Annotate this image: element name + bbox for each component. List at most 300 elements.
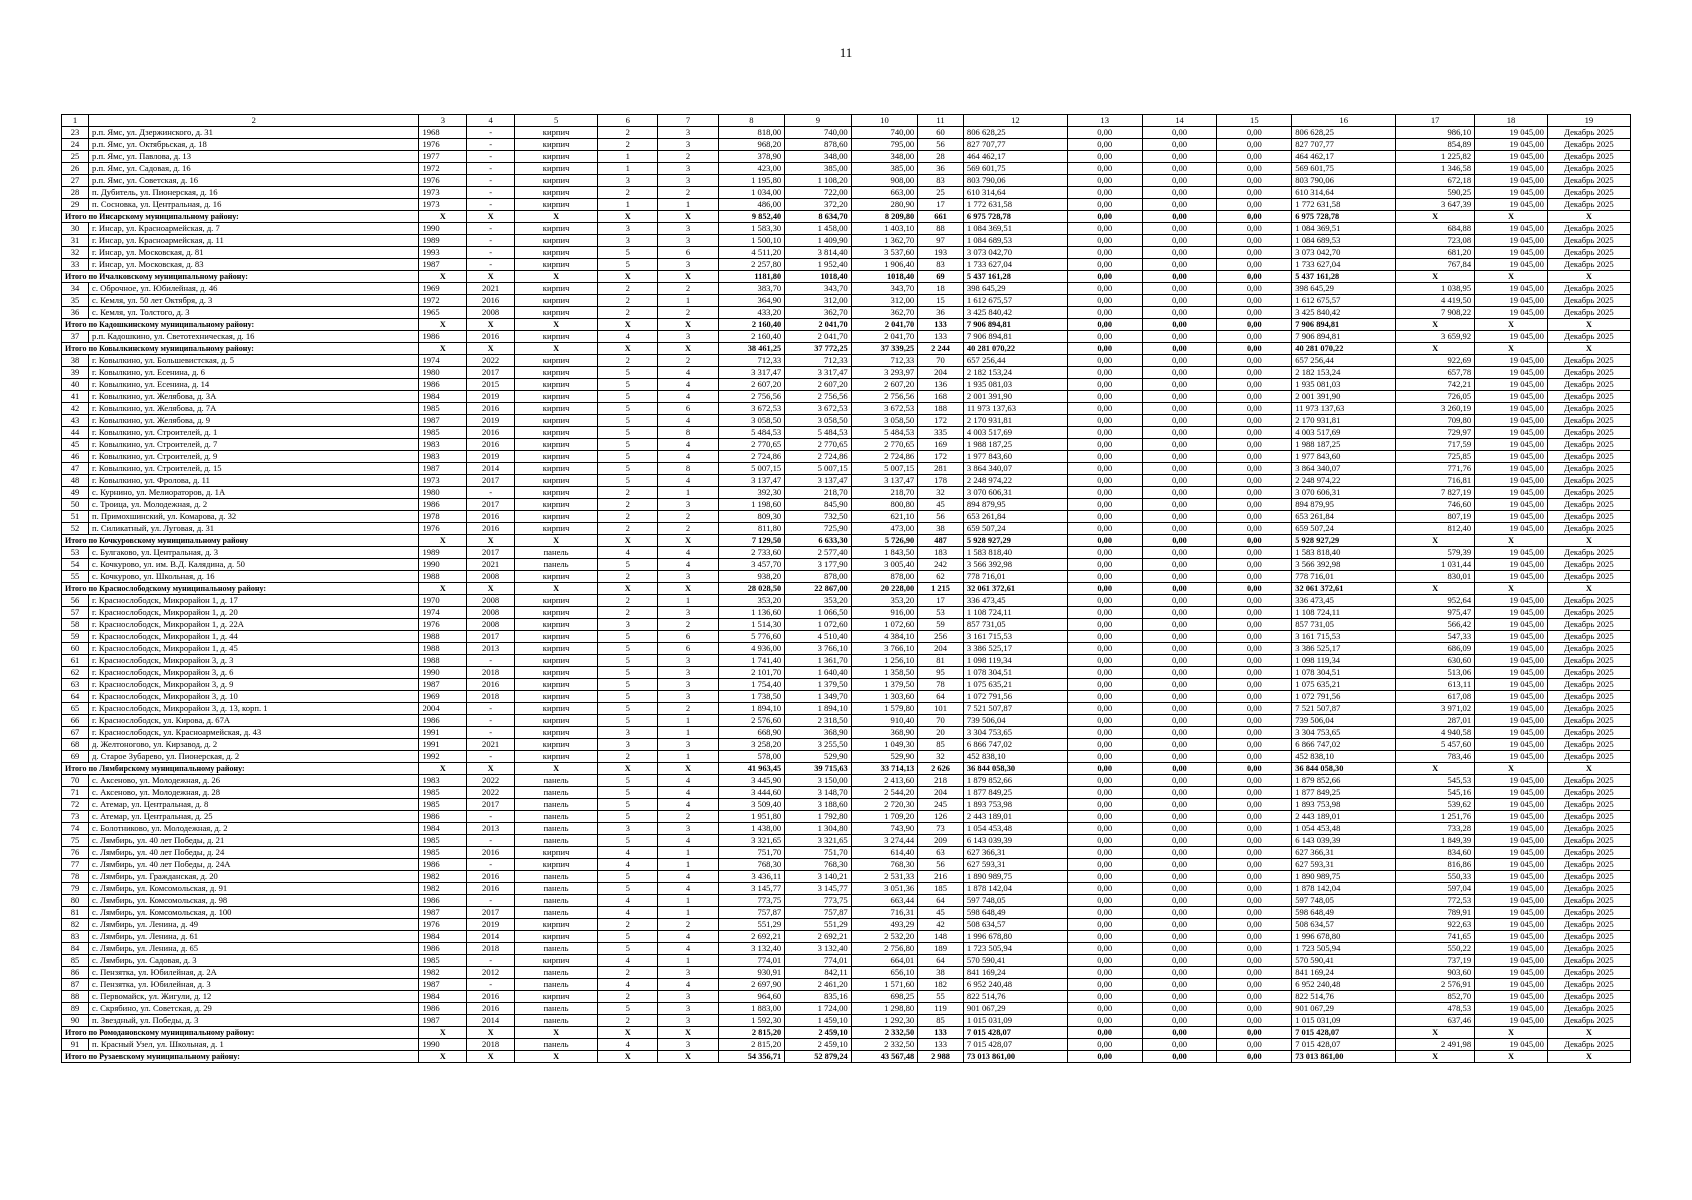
table-cell: Декабрь 2025 xyxy=(1547,871,1630,883)
table-cell: 1 031,44 xyxy=(1396,559,1475,571)
total-cell: X xyxy=(1475,535,1548,547)
total-cell: X xyxy=(467,583,515,595)
table-cell: 3 xyxy=(598,223,658,235)
table-cell: 1987 xyxy=(419,415,467,427)
table-cell: 1986 xyxy=(419,1003,467,1015)
address-cell: г. Краснослободск, ул. Кирова, д. 67А xyxy=(89,715,419,727)
table-cell: 19 045,00 xyxy=(1475,739,1548,751)
table-cell: 3 058,50 xyxy=(718,415,785,427)
table-cell: панель xyxy=(515,811,598,823)
table-cell: 627 366,31 xyxy=(963,847,1067,859)
table-cell: 783,46 xyxy=(1396,751,1475,763)
table-cell: 0,00 xyxy=(1142,931,1217,943)
table-cell: 19 045,00 xyxy=(1475,811,1548,823)
address-cell: р.п. Ямс, ул. Октябрьская, д. 18 xyxy=(89,139,419,151)
table-cell: 478,53 xyxy=(1396,1003,1475,1015)
address-cell: с. Лямбирь, ул. 40 лет Победы, д. 21 xyxy=(89,835,419,847)
table-cell: Декабрь 2025 xyxy=(1547,235,1630,247)
table-cell: 53 xyxy=(918,607,964,619)
table-cell: 2 815,20 xyxy=(718,1039,785,1051)
table-cell: 4 xyxy=(658,451,718,463)
address-cell: г. Инсар, ул. Красноармейская, д. 7 xyxy=(89,223,419,235)
table-cell: 1 xyxy=(658,595,718,607)
total-cell: 0,00 xyxy=(1142,211,1217,223)
table-cell: 148 xyxy=(918,931,964,943)
table-cell: 5 484,53 xyxy=(785,427,852,439)
table-cell: 218,70 xyxy=(851,487,918,499)
table-cell: 1 034,00 xyxy=(718,187,785,199)
table-cell: Декабрь 2025 xyxy=(1547,1039,1630,1051)
table-cell: 336 473,45 xyxy=(1292,595,1396,607)
table-cell: - xyxy=(467,751,515,763)
table-cell: Декабрь 2025 xyxy=(1547,331,1630,343)
table-cell: 774,01 xyxy=(785,955,852,967)
table-cell: 2016 xyxy=(467,511,515,523)
table-cell: 878,00 xyxy=(785,571,852,583)
table-cell: 1 890 989,75 xyxy=(963,871,1067,883)
table-cell: кирпич xyxy=(515,151,598,163)
table-cell: 80 xyxy=(62,895,89,907)
table-cell: 62 xyxy=(918,571,964,583)
table-cell: 19 045,00 xyxy=(1475,235,1548,247)
table-row xyxy=(62,955,1631,967)
table-cell: 664,01 xyxy=(851,955,918,967)
table-cell: - xyxy=(467,703,515,715)
table-cell: 2 xyxy=(598,991,658,1003)
table-cell: 0,00 xyxy=(1067,559,1142,571)
table-cell: 7 521 507,87 xyxy=(963,703,1067,715)
table-cell: 789,91 xyxy=(1396,907,1475,919)
table-cell: 2017 xyxy=(467,631,515,643)
table-cell: 0,00 xyxy=(1067,895,1142,907)
table-cell: - xyxy=(467,199,515,211)
total-cell: 1018,40 xyxy=(785,271,852,283)
table-cell: Декабрь 2025 xyxy=(1547,283,1630,295)
table-cell: 3 005,40 xyxy=(851,559,918,571)
table-cell: кирпич xyxy=(515,631,598,643)
address-cell: п. Красный Узел, ул. Школьная, д. 1 xyxy=(89,1039,419,1051)
total-label: Итого по Ичалковскому муниципальному району: xyxy=(62,271,419,283)
table-cell: 183 xyxy=(918,547,964,559)
address-cell: г. Инсар, ул. Московская, д. 83 xyxy=(89,259,419,271)
total-cell: 7 906 894,81 xyxy=(963,319,1067,331)
table-cell: 740,00 xyxy=(851,127,918,139)
table-cell: 0,00 xyxy=(1067,367,1142,379)
table-cell: 0,00 xyxy=(1067,655,1142,667)
table-cell: Декабрь 2025 xyxy=(1547,247,1630,259)
address-cell: г. Ковылкино, ул. Желябова, д. 3А xyxy=(89,391,419,403)
table-row xyxy=(62,931,1631,943)
table-cell: 0,00 xyxy=(1217,655,1292,667)
table-cell: 0,00 xyxy=(1067,691,1142,703)
table-cell: 570 590,41 xyxy=(963,955,1067,967)
table-cell: 19 045,00 xyxy=(1475,151,1548,163)
table-cell: кирпич xyxy=(515,667,598,679)
total-cell: 0,00 xyxy=(1142,1051,1217,1063)
table-cell: 1 038,95 xyxy=(1396,283,1475,295)
table-cell: 3 073 042,70 xyxy=(1292,247,1396,259)
table-cell: 1 583 818,40 xyxy=(963,547,1067,559)
table-cell: 812,40 xyxy=(1396,523,1475,535)
table-row xyxy=(62,811,1631,823)
table-cell: 774,01 xyxy=(718,955,785,967)
table-cell: 0,00 xyxy=(1067,187,1142,199)
table-cell: 6 xyxy=(658,631,718,643)
table-cell: 0,00 xyxy=(1142,631,1217,643)
total-cell: X xyxy=(1396,319,1475,331)
table-cell: 0,00 xyxy=(1142,307,1217,319)
table-cell: 45 xyxy=(918,499,964,511)
table-cell: 19 045,00 xyxy=(1475,727,1548,739)
table-cell: 5 xyxy=(598,643,658,655)
table-cell: 2 xyxy=(658,187,718,199)
table-cell: 3 xyxy=(658,967,718,979)
table-cell: 5 xyxy=(598,259,658,271)
table-cell: 55 xyxy=(918,991,964,1003)
table-cell: 63 xyxy=(918,847,964,859)
table-cell: 938,20 xyxy=(718,571,785,583)
total-cell: 1 215 xyxy=(918,583,964,595)
column-header: 19 xyxy=(1547,115,1630,127)
table-cell: 5 xyxy=(598,475,658,487)
table-body xyxy=(62,127,1631,1063)
table-cell: 2008 xyxy=(467,307,515,319)
column-header: 15 xyxy=(1217,115,1292,127)
table-cell: 1978 xyxy=(419,511,467,523)
table-row xyxy=(62,199,1631,211)
table-cell: кирпич xyxy=(515,403,598,415)
table-cell: 5 xyxy=(598,439,658,451)
table-cell: 0,00 xyxy=(1067,739,1142,751)
total-cell: 0,00 xyxy=(1217,535,1292,547)
table-cell: 5 xyxy=(598,691,658,703)
total-cell: X xyxy=(515,535,598,547)
total-cell: 0,00 xyxy=(1142,319,1217,331)
table-cell: кирпич xyxy=(515,379,598,391)
table-cell: 54 xyxy=(62,559,89,571)
table-cell: 64 xyxy=(918,691,964,703)
table-cell: 31 xyxy=(62,235,89,247)
table-cell: 579,39 xyxy=(1396,547,1475,559)
total-cell: 7 129,50 xyxy=(718,535,785,547)
table-cell: кирпич xyxy=(515,175,598,187)
total-cell: X xyxy=(467,535,515,547)
table-cell: 452 838,10 xyxy=(1292,751,1396,763)
table-cell: 1 988 187,25 xyxy=(963,439,1067,451)
total-cell: 9 852,40 xyxy=(718,211,785,223)
table-cell: 76 xyxy=(62,847,89,859)
table-cell: 5 xyxy=(598,775,658,787)
table-cell: 4 xyxy=(658,979,718,991)
table-cell: 0,00 xyxy=(1217,283,1292,295)
table-cell: 1989 xyxy=(419,547,467,559)
district-total-row xyxy=(62,763,1631,775)
table-cell: 0,00 xyxy=(1067,571,1142,583)
table-cell: кирпич xyxy=(515,139,598,151)
table-cell: 0,00 xyxy=(1067,931,1142,943)
table-cell: 353,20 xyxy=(718,595,785,607)
table-cell: 723,08 xyxy=(1396,235,1475,247)
address-cell: с. Лямбирь, ул. Ленина, д. 49 xyxy=(89,919,419,931)
table-cell: 1 843,50 xyxy=(851,547,918,559)
table-cell: 0,00 xyxy=(1142,715,1217,727)
table-cell: 2004 xyxy=(419,703,467,715)
table-row xyxy=(62,547,1631,559)
table-cell: 32 xyxy=(918,751,964,763)
table-cell: 746,60 xyxy=(1396,499,1475,511)
table-cell: 43 xyxy=(62,415,89,427)
table-cell: 2016 xyxy=(467,847,515,859)
table-cell: 3 672,53 xyxy=(785,403,852,415)
total-cell: 0,00 xyxy=(1217,583,1292,595)
table-cell: 204 xyxy=(918,787,964,799)
address-cell: р.п. Ямс, ул. Дзержинского, д. 31 xyxy=(89,127,419,139)
table-cell: 312,00 xyxy=(785,295,852,307)
table-cell: 353,20 xyxy=(851,595,918,607)
table-cell: 778 716,01 xyxy=(963,571,1067,583)
table-cell: 45 xyxy=(62,439,89,451)
table-cell: 2021 xyxy=(467,559,515,571)
table-cell: 62 xyxy=(62,667,89,679)
table-cell: 901 067,29 xyxy=(963,1003,1067,1015)
table-cell: 672,18 xyxy=(1396,175,1475,187)
column-header: 9 xyxy=(785,115,852,127)
table-cell: 67 xyxy=(62,727,89,739)
total-cell: X xyxy=(1547,1051,1630,1063)
table-cell: 0,00 xyxy=(1217,775,1292,787)
table-cell: 2014 xyxy=(467,463,515,475)
total-cell: 0,00 xyxy=(1067,583,1142,595)
table-cell: 3 xyxy=(598,727,658,739)
table-cell: 0,00 xyxy=(1067,139,1142,151)
total-cell: 36 844 058,30 xyxy=(963,763,1067,775)
table-cell: 19 045,00 xyxy=(1475,475,1548,487)
table-cell: 19 045,00 xyxy=(1475,247,1548,259)
table-cell: 4 xyxy=(598,979,658,991)
table-cell: 4 xyxy=(658,943,718,955)
table-cell: 1 xyxy=(658,295,718,307)
table-cell: Декабрь 2025 xyxy=(1547,811,1630,823)
table-cell: 60 xyxy=(918,127,964,139)
table-cell: 1 304,80 xyxy=(785,823,852,835)
table-cell: 3 971,02 xyxy=(1396,703,1475,715)
column-header: 10 xyxy=(851,115,918,127)
table-cell: 2 692,21 xyxy=(718,931,785,943)
table-cell: 19 045,00 xyxy=(1475,187,1548,199)
total-cell: 1181,80 xyxy=(718,271,785,283)
table-cell: 473,00 xyxy=(851,523,918,535)
table-cell: 19 045,00 xyxy=(1475,307,1548,319)
table-cell: 1 772 631,58 xyxy=(1292,199,1396,211)
table-cell: 0,00 xyxy=(1217,547,1292,559)
table-cell: 0,00 xyxy=(1142,943,1217,955)
table-cell: 3 188,60 xyxy=(785,799,852,811)
table-cell: 20 xyxy=(918,727,964,739)
table-cell: 741,65 xyxy=(1396,931,1475,943)
table-cell: 2018 xyxy=(467,943,515,955)
table-cell: 3 051,36 xyxy=(851,883,918,895)
table-cell: 0,00 xyxy=(1067,235,1142,247)
table-cell: - xyxy=(467,859,515,871)
table-cell: 0,00 xyxy=(1067,619,1142,631)
table-cell: 343,70 xyxy=(851,283,918,295)
address-cell: г. Краснослободск, Микрорайон 3, д. 6 xyxy=(89,667,419,679)
table-cell: 0,00 xyxy=(1217,667,1292,679)
table-cell: 0,00 xyxy=(1142,991,1217,1003)
table-cell: 901 067,29 xyxy=(1292,1003,1396,1015)
table-cell: 1 072 791,56 xyxy=(1292,691,1396,703)
total-cell: X xyxy=(419,211,467,223)
table-cell: 1985 xyxy=(419,787,467,799)
table-cell: 768,30 xyxy=(785,859,852,871)
table-cell: 86 xyxy=(62,967,89,979)
table-cell: Декабрь 2025 xyxy=(1547,595,1630,607)
total-cell: X xyxy=(598,763,658,775)
table-cell: 0,00 xyxy=(1067,871,1142,883)
table-cell: панель xyxy=(515,979,598,991)
table-cell: 0,00 xyxy=(1067,787,1142,799)
table-cell: 45 xyxy=(918,907,964,919)
table-cell: 168 xyxy=(918,391,964,403)
table-cell: 0,00 xyxy=(1067,727,1142,739)
table-cell: кирпич xyxy=(515,127,598,139)
table-cell: 6 952 240,48 xyxy=(963,979,1067,991)
table-cell: 740,00 xyxy=(785,127,852,139)
table-cell: кирпич xyxy=(515,391,598,403)
table-cell: 0,00 xyxy=(1217,415,1292,427)
table-cell: 3 xyxy=(658,1039,718,1051)
table-cell: 4 511,20 xyxy=(718,247,785,259)
table-row xyxy=(62,127,1631,139)
total-cell: X xyxy=(598,535,658,547)
table-cell: панель xyxy=(515,883,598,895)
table-cell: 2016 xyxy=(467,295,515,307)
table-cell: 3 xyxy=(658,607,718,619)
table-cell: 1 195,80 xyxy=(718,175,785,187)
table-cell: 2 001 391,90 xyxy=(963,391,1067,403)
table-cell: Декабрь 2025 xyxy=(1547,787,1630,799)
table-cell: 3 xyxy=(598,739,658,751)
table-cell: 1 894,10 xyxy=(718,703,785,715)
table-cell: 3 148,70 xyxy=(785,787,852,799)
table-cell: Декабрь 2025 xyxy=(1547,703,1630,715)
table-cell: 550,22 xyxy=(1396,943,1475,955)
table-cell: 2 xyxy=(598,523,658,535)
total-cell: X xyxy=(598,1051,658,1063)
table-cell: 2 720,30 xyxy=(851,799,918,811)
table-cell: 0,00 xyxy=(1067,643,1142,655)
table-cell: 0,00 xyxy=(1067,523,1142,535)
table-cell: 3 070 606,31 xyxy=(963,487,1067,499)
table-cell: 19 045,00 xyxy=(1475,979,1548,991)
table-cell: Декабрь 2025 xyxy=(1547,463,1630,475)
table-cell: Декабрь 2025 xyxy=(1547,883,1630,895)
table-cell: 2 xyxy=(658,307,718,319)
table-cell: 19 045,00 xyxy=(1475,775,1548,787)
table-cell: 1965 xyxy=(419,307,467,319)
table-cell: 5 xyxy=(598,451,658,463)
table-cell: - xyxy=(467,163,515,175)
total-cell: 0,00 xyxy=(1067,271,1142,283)
table-cell: 513,06 xyxy=(1396,667,1475,679)
table-cell: 398 645,29 xyxy=(1292,283,1396,295)
table-row xyxy=(62,979,1631,991)
district-total-row xyxy=(62,535,1631,547)
table-cell: 3 xyxy=(658,1003,718,1015)
table-cell: 74 xyxy=(62,823,89,835)
table-cell: 903,60 xyxy=(1396,967,1475,979)
table-cell: 551,29 xyxy=(785,919,852,931)
table-cell: 2 xyxy=(598,487,658,499)
table-cell: 1974 xyxy=(419,607,467,619)
address-cell: с. Лямбирь, ул. Гражданская, д. 20 xyxy=(89,871,419,883)
table-cell: 18 xyxy=(918,283,964,295)
table-cell: 182 xyxy=(918,979,964,991)
table-cell: 3 xyxy=(658,127,718,139)
table-cell: 3 xyxy=(658,823,718,835)
table-row xyxy=(62,835,1631,847)
table-cell: 2008 xyxy=(467,619,515,631)
table-row xyxy=(62,439,1631,451)
table-cell: 0,00 xyxy=(1067,1039,1142,1051)
table-cell: 4 xyxy=(658,547,718,559)
table-cell: 3 274,44 xyxy=(851,835,918,847)
table-cell: 40 xyxy=(62,379,89,391)
table-cell: 1 xyxy=(658,859,718,871)
table-cell: 19 045,00 xyxy=(1475,883,1548,895)
table-cell: 773,75 xyxy=(785,895,852,907)
table-cell: 7 906 894,81 xyxy=(1292,331,1396,343)
table-cell: 1 738,50 xyxy=(718,691,785,703)
table-cell: 0,00 xyxy=(1217,199,1292,211)
table-cell: 2021 xyxy=(467,283,515,295)
table-cell: 2 770,65 xyxy=(851,439,918,451)
table-cell: 1984 xyxy=(419,991,467,1003)
table-cell: 19 045,00 xyxy=(1475,511,1548,523)
table-cell: 2 xyxy=(598,283,658,295)
table-cell: 3 317,47 xyxy=(785,367,852,379)
table-cell: 65 xyxy=(62,703,89,715)
table-cell: 590,25 xyxy=(1396,187,1475,199)
table-cell: 656,10 xyxy=(851,967,918,979)
table-cell: 19 045,00 xyxy=(1475,847,1548,859)
table-cell: 1989 xyxy=(419,235,467,247)
table-cell: 2 xyxy=(658,919,718,931)
table-cell: 1985 xyxy=(419,847,467,859)
table-row xyxy=(62,631,1631,643)
table-cell: 0,00 xyxy=(1142,595,1217,607)
table-cell: 0,00 xyxy=(1067,547,1142,559)
table-cell: 19 045,00 xyxy=(1475,955,1548,967)
table-cell: 2022 xyxy=(467,355,515,367)
table-cell: 19 045,00 xyxy=(1475,619,1548,631)
table-cell: 0,00 xyxy=(1217,799,1292,811)
table-cell: 78 xyxy=(62,871,89,883)
table-cell: 19 045,00 xyxy=(1475,571,1548,583)
table-cell: 1 361,70 xyxy=(785,655,852,667)
table-cell: Декабрь 2025 xyxy=(1547,571,1630,583)
table-cell: 242 xyxy=(918,559,964,571)
total-cell: X xyxy=(467,1051,515,1063)
total-cell: X xyxy=(1547,319,1630,331)
total-cell: 2 626 xyxy=(918,763,964,775)
table-cell: 362,70 xyxy=(851,307,918,319)
table-cell: кирпич xyxy=(515,991,598,1003)
table-cell: 368,90 xyxy=(785,727,852,739)
table-cell: 0,00 xyxy=(1142,907,1217,919)
table-cell: 0,00 xyxy=(1217,1015,1292,1027)
table-cell: 0,00 xyxy=(1142,607,1217,619)
